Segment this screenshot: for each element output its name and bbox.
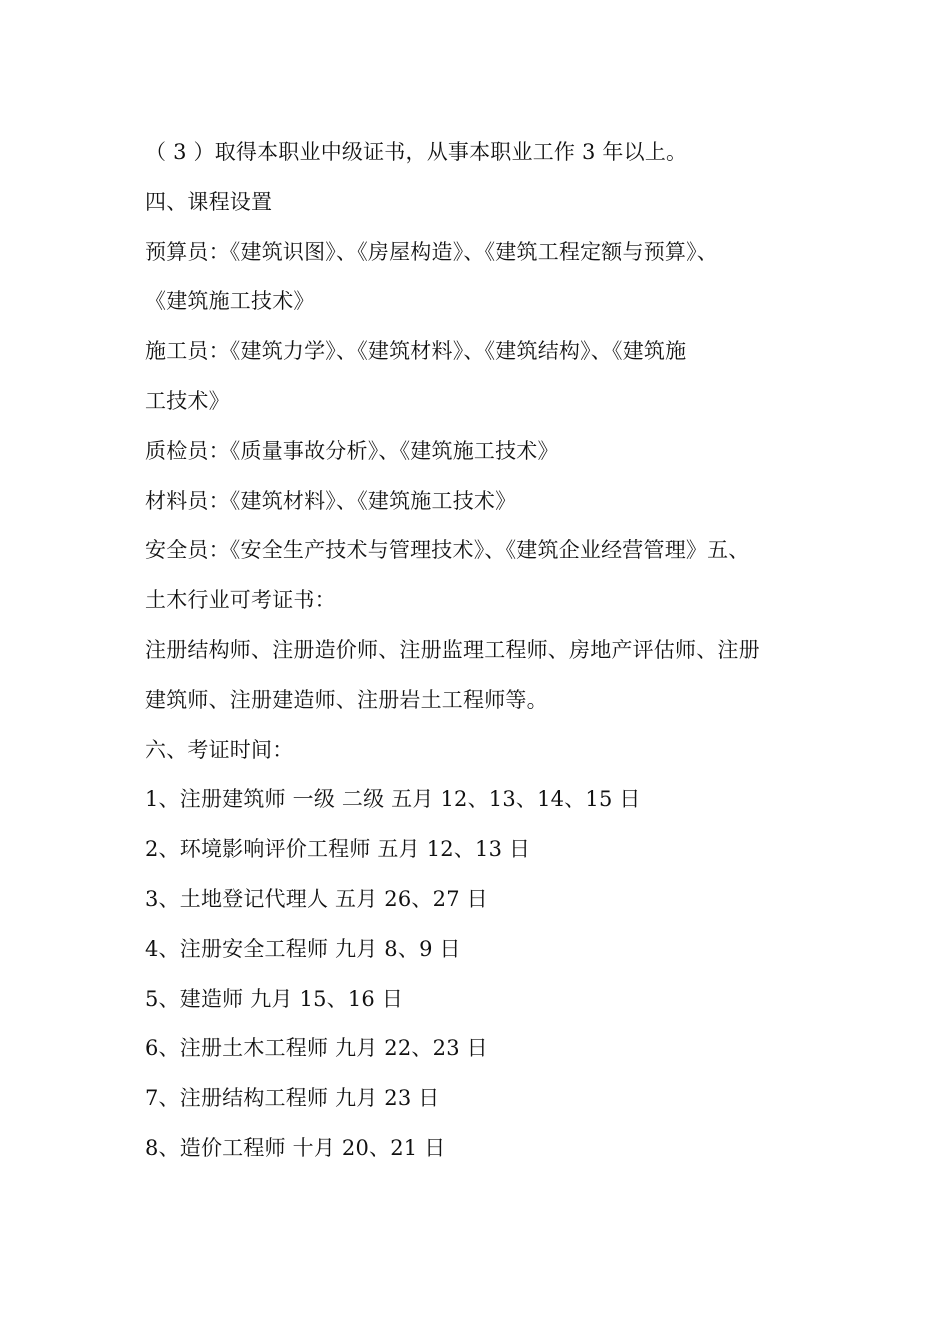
exam-item-6: 6、注册土木工程师 九月 22、23 日 [145,1036,488,1061]
course-construction-staff-cont: 工技术》 [145,388,230,413]
course-budget-staff: 预算员：《建筑识图》、《房屋构造》、《建筑工程定额与预算》、 [145,239,718,264]
requirement-item-3: （ 3 ）取得本职业中级证书，从事本职业工作 3 年以上。 [145,140,688,164]
section-heading-courses: 四、课程设置 [145,189,273,214]
course-safety-staff: 安全员：《安全生产技术与管理技术》、《建筑企业经营管理》五、 [145,538,750,563]
certificate-list: 注册结构师、注册造价师、注册监理工程师、房地产评估师、注册 [145,637,760,662]
exam-item-7: 7、注册结构工程师 九月 23 日 [145,1086,440,1111]
exam-item-5: 5、建造师 九月 15、16 日 [145,986,404,1011]
exam-item-2: 2、环境影响评价工程师 五月 12、13 日 [145,837,531,862]
section-heading-certificates: 土木行业可考证书： [145,588,336,613]
exam-item-8: 8、造价工程师 十月 20、21 日 [145,1135,446,1160]
exam-item-3: 3、土地登记代理人 五月 26、27 日 [145,886,488,911]
document-body [145,128,810,1174]
exam-item-1: 1、注册建筑师 一级 二级 五月 12、13、14、15 日 [145,787,641,812]
section-heading-exam-time: 六、考证时间： [145,737,294,762]
certificate-list-cont: 建筑师、注册建造师、注册岩土工程师等。 [145,687,548,712]
course-construction-staff: 施工员：《建筑力学》、《建筑材料》、《建筑结构》、《建筑施 [145,339,687,364]
course-material-staff: 材料员：《建筑材料》、《建筑施工技术》 [145,488,517,513]
course-budget-staff-cont: 《建筑施工技术》 [145,289,315,314]
exam-item-4: 4、注册安全工程师 九月 8、9 日 [145,936,461,961]
course-quality-inspector: 质检员：《质量事故分析》、《建筑施工技术》 [145,438,559,463]
